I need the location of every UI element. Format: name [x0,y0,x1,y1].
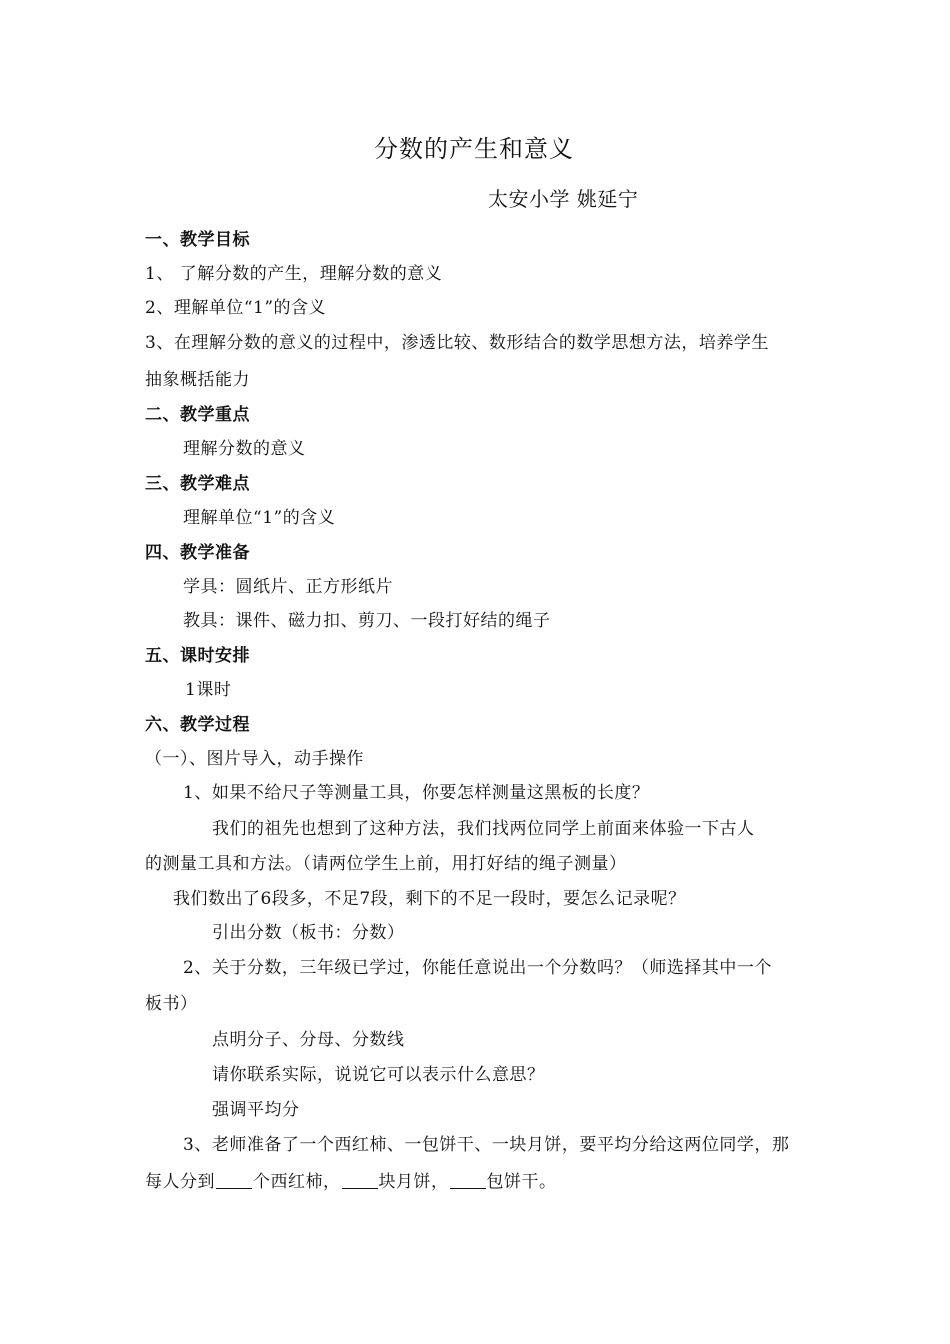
question-3-text-b: 个西红柿， [253,1172,341,1192]
question-2-line1: 2、关于分数，三年级已学过，你能任意说出一个分数吗？（师选择其中一个 [183,958,772,978]
key-points-text: 理解分数的意义 [183,439,306,459]
section-heading-objectives: 一、教学目标 [145,230,250,250]
document-title: 分数的产生和意义 [374,135,574,163]
fill-in-blank [450,1170,486,1189]
question-1-paragraph-2: 我们数出了6段多，不足7段，剩下的不足一段时，要怎么记录呢？ [173,889,686,909]
question-1-paragraph-1-line2: 的测量工具和方法。（请两位学生上前，用打好结的绳子测量） [145,854,627,874]
question-3-line1: 3、老师准备了一个西红柿、一包饼干、一块月饼，要平均分给这两位同学，那 [183,1135,790,1155]
process-part-1-heading: （一）、图片导入，动手操作 [145,749,364,769]
question-3-line2 [145,1170,557,1193]
question-3-text-c: 块月饼， [378,1172,449,1192]
question-2-paragraph-1: 点明分子、分母、分数线 [212,1030,405,1050]
objective-item-3-line2: 抽象概括能力 [145,370,250,390]
question-2-paragraph-2: 请你联系实际，说说它可以表示什么意思？ [212,1065,545,1085]
question-1: 1、如果不给尺子等测量工具，你要怎样测量这黑板的长度？ [183,783,650,803]
section-heading-process: 六、教学过程 [145,715,250,735]
objective-item-1: 1、 了解分数的产生，理解分数的意义 [145,264,443,284]
question-3-text-a: 每人分到 [145,1172,215,1192]
objective-item-2: 2、理解单位“1”的含义 [145,298,327,318]
teacher-tools: 教具：课件、磁力扣、剪刀、一段打好结的绳子 [183,611,551,631]
question-1-paragraph-3: 引出分数（板书：分数） [212,923,405,943]
author-line: 太安小学 姚延宁 [488,187,639,211]
section-heading-difficulties: 三、教学难点 [145,474,250,494]
question-3-text-d: 包饼干。 [486,1172,557,1192]
objective-item-3-line1: 3、在理解分数的意义的过程中，渗透比较、数形结合的数学思想方法，培养学生 [145,333,769,353]
section-heading-preparation: 四、教学准备 [145,543,250,563]
schedule-text: 1课时 [185,680,232,700]
fill-in-blank [342,1170,378,1189]
section-heading-schedule: 五、课时安排 [145,646,250,666]
student-tools: 学具：圆纸片、正方形纸片 [183,577,393,597]
difficulties-text: 理解单位“1”的含义 [183,508,336,528]
question-2-line2: 板书） [145,994,198,1014]
section-heading-key-points: 二、教学重点 [145,405,250,425]
fill-in-blank [216,1170,252,1189]
question-2-paragraph-3: 强调平均分 [212,1100,300,1120]
question-1-paragraph-1-line1: 我们的祖先也想到了这种方法，我们找两位同学上前面来体验一下古人 [212,819,755,839]
